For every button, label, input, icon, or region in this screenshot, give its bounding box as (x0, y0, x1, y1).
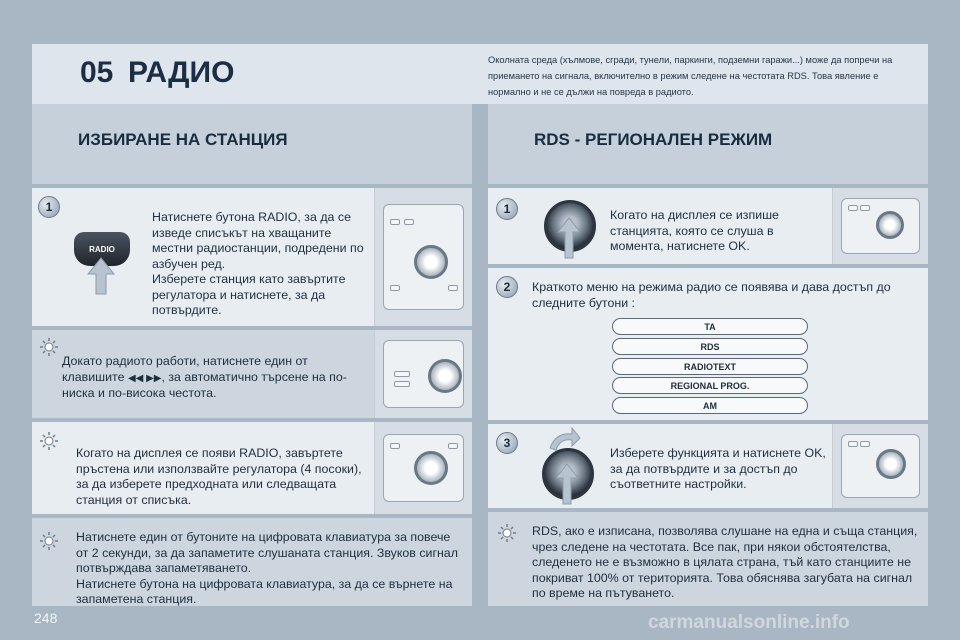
right-step3-text: Изберете функцията и натиснете OK, за да потвърдите и за достъп до съответните настройки. (610, 446, 826, 491)
left-tip1-text: Докато радиото работи, натиснете един от клавишите ◀◀ ▶▶, за автоматично търсене на по-ниска и по-висока честота. (62, 354, 347, 400)
menu-item-am[interactable]: AM (612, 397, 808, 414)
right-tip-text: RDS, ако е изписана, позволява слушане на една и съща станция, чрез следене на честотата. Все пак, при някои обстоятелства, следенето не е възможно в цялата страна, тъй като станциите не покриват 100% от територията. Това обяснява загубата на сигнал по време на пътуването. (532, 524, 918, 600)
radio-button-icon: RADIO (74, 232, 130, 266)
header-note: Околната среда (хълмове, сгради, тунели, паркинги, подземни гаражи...) може да попречи на приемането на сигнала, включително в режим следене на честотата RDS. Това явление е нормално и не се дължи на повреда в радиото. (488, 55, 893, 97)
left-step1-text: Натиснете бутона RADIO, за да се изведе списъкът на хващаните местни радиостанции, подредени по азбучен ред. Изберете станция като завъртите регулатора и натиснете, за да потвърдите. (152, 210, 364, 317)
menu-item-regional-prog[interactable]: REGIONAL PROG. (612, 377, 808, 394)
menu-item-rds[interactable]: RDS (612, 338, 808, 355)
step-badge-3: 3 (496, 432, 518, 454)
up-arrow-icon (556, 216, 582, 260)
step-badge-2: 2 (496, 276, 518, 298)
device-thumbnail (374, 330, 472, 418)
seek-icons: ◀◀ ▶▶ (127, 372, 162, 384)
device-thumbnail (374, 188, 472, 326)
step-badge-1: 1 (38, 196, 60, 218)
chapter-number: 05 (80, 56, 114, 89)
right-section-title: RDS - РЕГИОНАЛЕН РЕЖИМ (534, 130, 773, 149)
left-tip3-text: Натиснете един от бутоните на цифровата клавиатура за повече от 2 секунди, за да запаметите слушаната станция. Звуков сигнал потвърждава запаметяването. Натиснете бутона на цифровата клавиатура, за да се върнете на запаметена станция. (76, 530, 458, 606)
tip-icon (38, 336, 60, 358)
tip-icon (38, 430, 60, 452)
left-section-title: ИЗБИРАНЕ НА СТАНЦИЯ (78, 130, 288, 149)
tip-icon (38, 530, 60, 552)
tip-icon (496, 522, 518, 544)
device-thumbnail (832, 424, 928, 508)
device-thumbnail (374, 422, 472, 514)
menu-item-radiotext[interactable]: RADIOTEXT (612, 358, 808, 375)
step-badge-1: 1 (496, 198, 518, 220)
chapter-title: РАДИО (128, 56, 235, 89)
up-arrow-icon (86, 256, 116, 296)
menu-item-ta[interactable]: TA (612, 318, 808, 335)
watermark: carmanualsonline.info (648, 612, 850, 633)
page-number: 248 (34, 610, 58, 626)
device-thumbnail (832, 188, 928, 264)
left-tip2-text: Когато на дисплея се появи RADIO, завъртете пръстена или използвайте регулатора (4 посоки), за да изберете предходната или следващата станция от списъка. (76, 446, 362, 507)
up-arrow-icon (554, 462, 580, 506)
right-step1-text: Когато на дисплея се изпише станцията, която се слуша в момента, натиснете OK. (610, 208, 779, 253)
right-step2-text: Краткото меню на режима радио се появява и дава достъп до следните бутони : (532, 280, 891, 310)
